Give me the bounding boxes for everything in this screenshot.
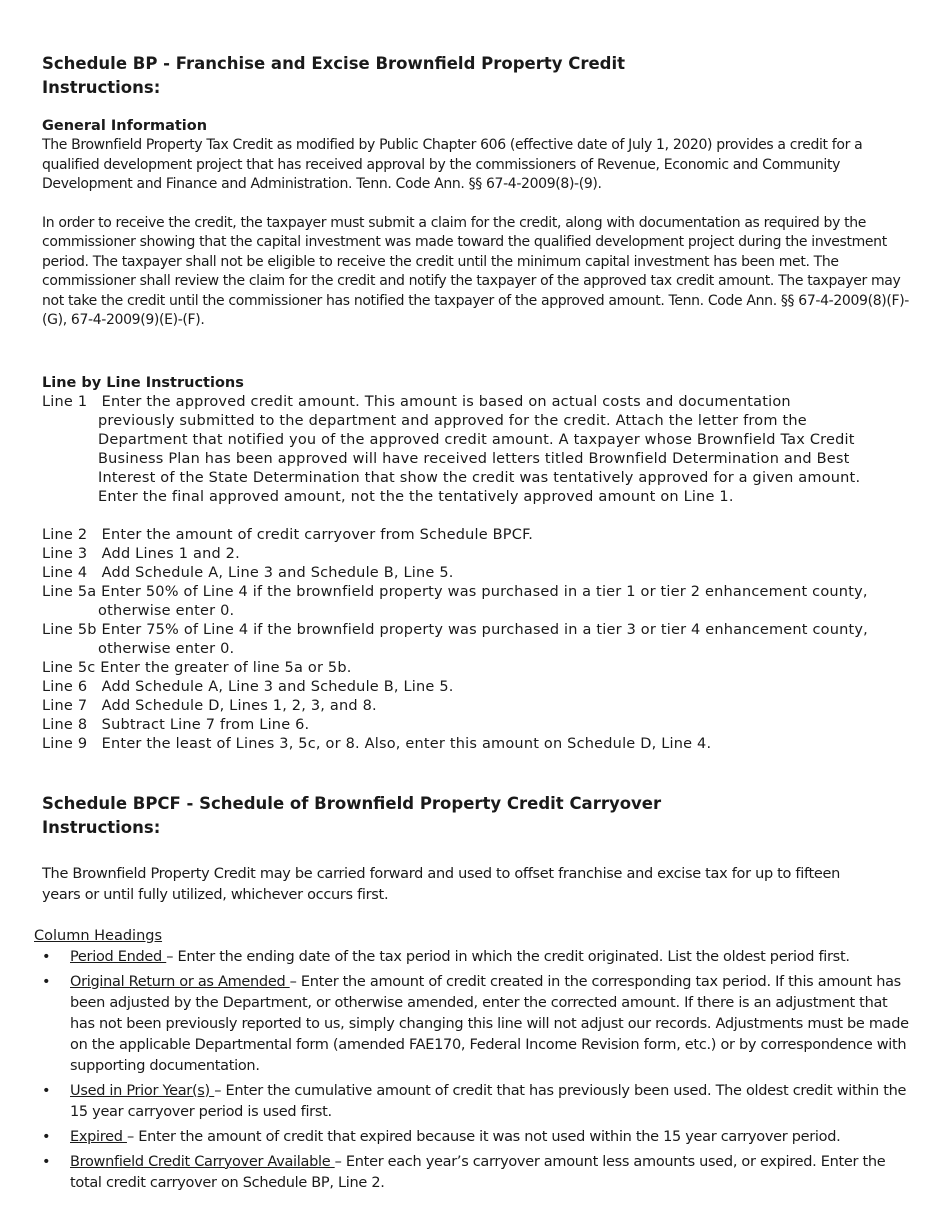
bullet-icon: • bbox=[42, 1082, 51, 1099]
line-by-line-heading: Line by Line Instructions bbox=[42, 374, 244, 391]
line-1-instruction: Line 1 Enter the approved credit amount. This amount is based on actual costs and documentation previously submitted to the department and approved for the credit. Attach the letter from the Department that notified you of the approved credit amount. A taxpayer whose Brownfield Tax Credit Business Plan has been approved will have received letters titled Brownfield Determination and Best Interest of the State Determination that show the credit was tentatively approved for a given amount. Enter the final approved amount, not the the tentatively approved amount on Line 1. bbox=[42, 393, 861, 505]
line-instructions bbox=[42, 393, 912, 754]
line-5a-instruction: Line 5a Enter 50% of Line 4 if the brownfield property was purchased in a tier 1 or tier 2 enhancement county, otherwise enter 0. bbox=[42, 583, 868, 619]
column-heading-original-return: • Original Return or as Amended – Enter the amount of credit created in the corresponding tax period. If this amount has been adjusted by the Department, or otherwise amended, enter the corrected amount. If there is an adjustment that has not been previously reported to us, simply changing this line will not adjust our records. Adjustments must be made on the applicable Departmental form (amended FAE170, Federal Income Revision form, etc.) or by correspondence with supporting documentation. bbox=[42, 973, 909, 1074]
bpcf-intro-paragraph: The Brownfield Property Credit may be carried forward and used to offset franchise and excise tax for up to fifteen years or until fully utilized, whichever occurs first. bbox=[42, 865, 841, 903]
schedule-bp-instructions-label: Instructions: bbox=[42, 78, 161, 97]
schedule-bpcf-title: Schedule BPCF - Schedule of Brownfield Property Credit Carryover bbox=[42, 793, 662, 813]
document-page bbox=[34, 52, 912, 1198]
general-information-heading: General Information bbox=[42, 118, 208, 134]
line-2-instruction: Line 2 Enter the amount of credit carryover from Schedule BPCF. bbox=[42, 526, 534, 543]
general-information-paragraph-2: In order to receive the credit, the taxpayer must submit a claim for the credit, along with documentation as required by the commissioner showing that the capital investment was made toward the qualified development project during the investment period. The taxpayer shall not be eligible to receive the credit until the minimum capital investment has been met. The commissioner shall review the claim for the credit and notify the taxpayer of the approved tax credit amount. The taxpayer may not take the credit until the commissioner has notified the taxpayer of the approved amount. Tenn. Code Ann. §§ 67-4-2009(8)(F)-(G), 67-4-2009(9)(E)-(F). bbox=[42, 214, 910, 328]
column-heading-used-in-prior-years: • Used in Prior Year(s) – Enter the cumulative amount of credit that has previously been used. The oldest credit within the 15 year carryover period is used first. bbox=[42, 1082, 907, 1120]
column-headings-label: Column Headings bbox=[34, 927, 163, 944]
column-heading-period-ended: • Period Ended – Enter the ending date of the tax period in which the credit originated. List the oldest period first. bbox=[42, 947, 912, 968]
bullet-icon: • bbox=[42, 973, 51, 990]
schedule-bp-title: Schedule BP - Franchise and Excise Brownfield Property Credit bbox=[42, 54, 626, 73]
line-6-instruction: Line 6 Add Schedule A, Line 3 and Schedule B, Line 5. bbox=[42, 678, 454, 695]
line-8-instruction: Line 8 Subtract Line 7 from Line 6. bbox=[42, 716, 310, 733]
column-heading-expired: • Expired – Enter the amount of credit that expired because it was not used within the 15 year carryover period. bbox=[42, 1127, 912, 1148]
line-4-instruction: Line 4 Add Schedule A, Line 3 and Schedule B, Line 5. bbox=[42, 564, 454, 581]
bullet-icon: • bbox=[42, 1153, 51, 1170]
bullet-icon: • bbox=[42, 1128, 51, 1145]
bullet-icon: • bbox=[42, 948, 51, 965]
line-5b-instruction: Line 5b Enter 75% of Line 4 if the brownfield property was purchased in a tier 3 or tier 4 enhancement county, otherwise enter 0. bbox=[42, 621, 868, 657]
line-7-instruction: Line 7 Add Schedule D, Lines 1, 2, 3, and 8. bbox=[42, 697, 377, 714]
column-headings-list bbox=[42, 947, 912, 1194]
line-5c-instruction: Line 5c Enter the greater of line 5a or 5b. bbox=[42, 659, 352, 676]
line-9-instruction: Line 9 Enter the least of Lines 3, 5c, or 8. Also, enter this amount on Schedule D, Line 4. bbox=[42, 735, 712, 752]
column-heading-carryover-available: • Brownfield Credit Carryover Available – Enter each year’s carryover amount less amounts used, or expired. Enter the total credit carryover on Schedule BP, Line 2. bbox=[42, 1153, 886, 1191]
schedule-bpcf-instructions-label: Instructions: bbox=[42, 817, 161, 837]
line-3-instruction: Line 3 Add Lines 1 and 2. bbox=[42, 545, 240, 562]
general-information-paragraph-1: The Brownfield Property Tax Credit as modified by Public Chapter 606 (effective date of July 1, 2020) provides a credit for a qualified development project that has received approval by the commissioners of Revenue, Economic and Community Development and Finance and Administration. Tenn. Code Ann. §§ 67-4-2009(8)-(9). bbox=[42, 137, 863, 192]
